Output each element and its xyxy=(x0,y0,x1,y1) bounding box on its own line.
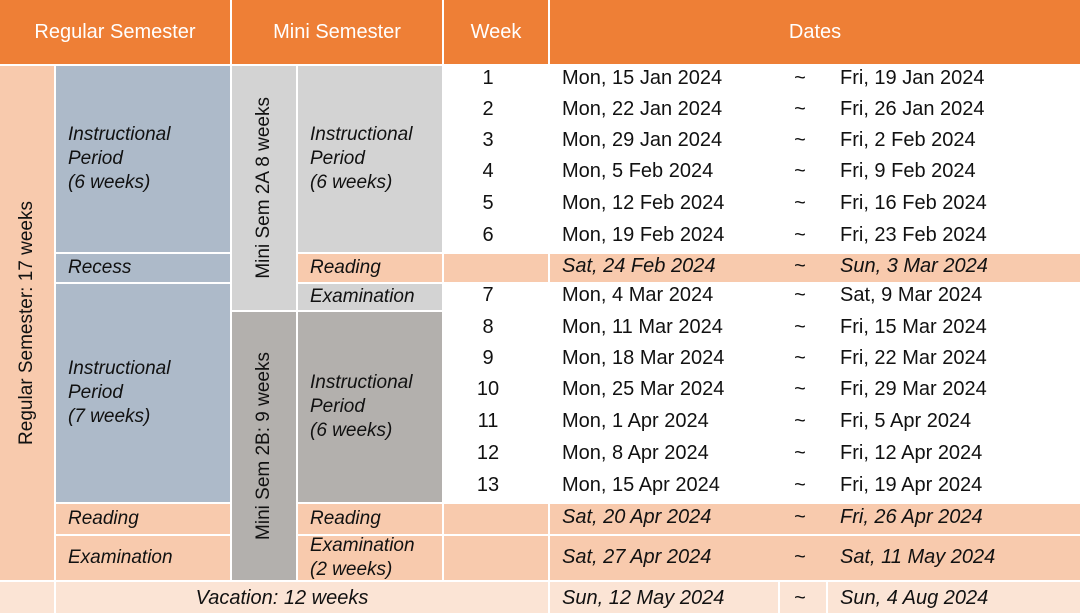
tilde-separator: ~ xyxy=(794,474,806,496)
end-date: Fri, 22 Mar 2024 xyxy=(840,347,987,369)
regular-reading xyxy=(56,504,230,534)
vacation-label: Vacation: 12 weeks xyxy=(195,586,369,609)
mini-sem-2b-span xyxy=(232,312,296,580)
end-date: Fri, 19 Apr 2024 xyxy=(840,474,983,496)
start-date: Sat, 27 Apr 2024 xyxy=(562,546,712,568)
start-date: Mon, 12 Feb 2024 xyxy=(562,192,725,214)
tilde-separator: ~ xyxy=(794,347,806,369)
reading-label: Reading xyxy=(68,508,139,529)
end-date: Sat, 9 Mar 2024 xyxy=(840,284,983,306)
mini-2a-reading xyxy=(298,254,442,282)
start-date: Sat, 20 Apr 2024 xyxy=(562,506,712,528)
header-regular-label: Regular Semester xyxy=(34,20,196,43)
start-date: Mon, 25 Mar 2024 xyxy=(562,378,725,400)
tilde-separator: ~ xyxy=(794,506,806,528)
regular-instructional-period-2 xyxy=(56,284,230,502)
tilde-separator: ~ xyxy=(794,546,806,568)
week-number: 5 xyxy=(482,192,494,214)
end-date: Fri, 12 Apr 2024 xyxy=(840,442,983,464)
end-date: Fri, 15 Mar 2024 xyxy=(840,316,987,338)
header-dates-label: Dates xyxy=(788,20,842,43)
start-date: Mon, 4 Mar 2024 xyxy=(562,284,714,306)
mini-2a-examination xyxy=(298,284,442,310)
reading-band xyxy=(444,504,1080,534)
start-date: Sat, 24 Feb 2024 xyxy=(562,255,716,277)
end-date: Sat, 11 May 2024 xyxy=(840,546,996,568)
regular-recess xyxy=(56,254,230,282)
week-number: 4 xyxy=(482,160,494,182)
period-line: Instructional xyxy=(310,124,413,145)
mini-2a-instructional-period xyxy=(298,66,442,252)
vacation-corner xyxy=(0,582,54,613)
examination-line: Examination xyxy=(310,535,415,556)
reading-label: Reading xyxy=(310,508,381,529)
period-line: Instructional xyxy=(68,358,171,379)
period-line: (6 weeks) xyxy=(310,420,393,441)
tilde-separator: ~ xyxy=(794,378,806,400)
start-date: Mon, 18 Mar 2024 xyxy=(562,347,725,369)
week-number: 8 xyxy=(482,316,494,338)
start-date: Sun, 12 May 2024 xyxy=(562,587,725,609)
end-date: Fri, 23 Feb 2024 xyxy=(840,224,987,246)
end-date: Fri, 26 Apr 2024 xyxy=(840,506,983,528)
end-date: Sun, 4 Aug 2024 xyxy=(840,587,989,609)
regular-instructional-period-1 xyxy=(56,66,230,252)
tilde-separator: ~ xyxy=(794,587,806,609)
header-dates xyxy=(550,0,1080,64)
reading-label: Reading xyxy=(310,257,381,278)
header-regular-semester xyxy=(0,0,230,64)
period-line: (6 weeks) xyxy=(68,172,151,193)
week-number: 11 xyxy=(477,410,499,432)
vacation-cell xyxy=(56,582,548,613)
mini-2b-instructional-period xyxy=(298,312,442,502)
end-date: Fri, 9 Feb 2024 xyxy=(840,160,976,182)
divider xyxy=(778,582,780,613)
start-date: Mon, 29 Jan 2024 xyxy=(562,129,723,151)
examination-line: (2 weeks) xyxy=(310,559,393,580)
mini-2b-reading xyxy=(298,504,442,534)
period-line: Period xyxy=(310,148,365,169)
period-line: (6 weeks) xyxy=(310,172,393,193)
tilde-separator: ~ xyxy=(794,98,806,120)
tilde-separator: ~ xyxy=(794,224,806,246)
end-date: Fri, 5 Apr 2024 xyxy=(840,410,972,432)
week-number: 1 xyxy=(482,67,494,89)
period-line: Instructional xyxy=(310,372,413,393)
mini-sem-2b-label: Mini Sem 2B: 9 weeks xyxy=(253,352,274,540)
regular-semester-vertical-label: Regular Semester: 17 weeks xyxy=(16,201,37,445)
period-line: (7 weeks) xyxy=(68,406,151,427)
recess-label: Recess xyxy=(68,257,132,278)
end-date: Sun, 3 Mar 2024 xyxy=(840,255,988,277)
start-date: Mon, 5 Feb 2024 xyxy=(562,160,714,182)
tilde-separator: ~ xyxy=(794,255,806,277)
regular-examination xyxy=(56,536,230,580)
header-mini-label: Mini Semester xyxy=(273,20,401,43)
regular-semester-span xyxy=(0,66,54,580)
period-line: Period xyxy=(68,382,123,403)
tilde-separator: ~ xyxy=(794,316,806,338)
start-date: Mon, 22 Jan 2024 xyxy=(562,98,723,120)
start-date: Mon, 11 Mar 2024 xyxy=(562,316,723,338)
mini-2b-examination xyxy=(298,536,442,580)
week-number: 13 xyxy=(476,474,500,496)
tilde-separator: ~ xyxy=(794,129,806,151)
period-line: Period xyxy=(68,148,123,169)
divider xyxy=(548,0,550,613)
start-date: Mon, 19 Feb 2024 xyxy=(562,224,725,246)
week-number: 10 xyxy=(476,378,500,400)
week-number: 6 xyxy=(482,224,494,246)
end-date: Fri, 19 Jan 2024 xyxy=(840,67,985,89)
week-number: 9 xyxy=(482,347,494,369)
tilde-separator: ~ xyxy=(794,410,806,432)
week-number: 12 xyxy=(476,442,500,464)
start-date: Mon, 1 Apr 2024 xyxy=(562,410,709,432)
start-date: Mon, 8 Apr 2024 xyxy=(562,442,709,464)
mini-sem-2a-span xyxy=(232,66,296,310)
week-number: 3 xyxy=(482,129,494,151)
tilde-separator: ~ xyxy=(794,284,806,306)
tilde-separator: ~ xyxy=(794,67,806,89)
header-week xyxy=(444,0,548,64)
mini-sem-2a-label: Mini Sem 2A 8 weeks xyxy=(253,97,274,279)
period-line: Period xyxy=(310,396,365,417)
header-mini-semester xyxy=(232,0,442,64)
tilde-separator: ~ xyxy=(794,442,806,464)
start-date: Mon, 15 Apr 2024 xyxy=(562,474,720,496)
end-date: Fri, 16 Feb 2024 xyxy=(840,192,987,214)
start-date: Mon, 15 Jan 2024 xyxy=(562,67,723,89)
examination-label: Examination xyxy=(68,547,173,568)
tilde-separator: ~ xyxy=(794,192,806,214)
end-date: Fri, 29 Mar 2024 xyxy=(840,378,987,400)
end-date: Fri, 2 Feb 2024 xyxy=(840,129,976,151)
tilde-separator: ~ xyxy=(794,160,806,182)
divider xyxy=(826,582,828,613)
end-date: Fri, 26 Jan 2024 xyxy=(840,98,985,120)
period-line: Instructional xyxy=(68,124,171,145)
week-number: 7 xyxy=(482,284,494,306)
header-week-label: Week xyxy=(470,20,522,43)
week-number: 2 xyxy=(482,98,494,120)
examination-label: Examination xyxy=(310,286,415,307)
